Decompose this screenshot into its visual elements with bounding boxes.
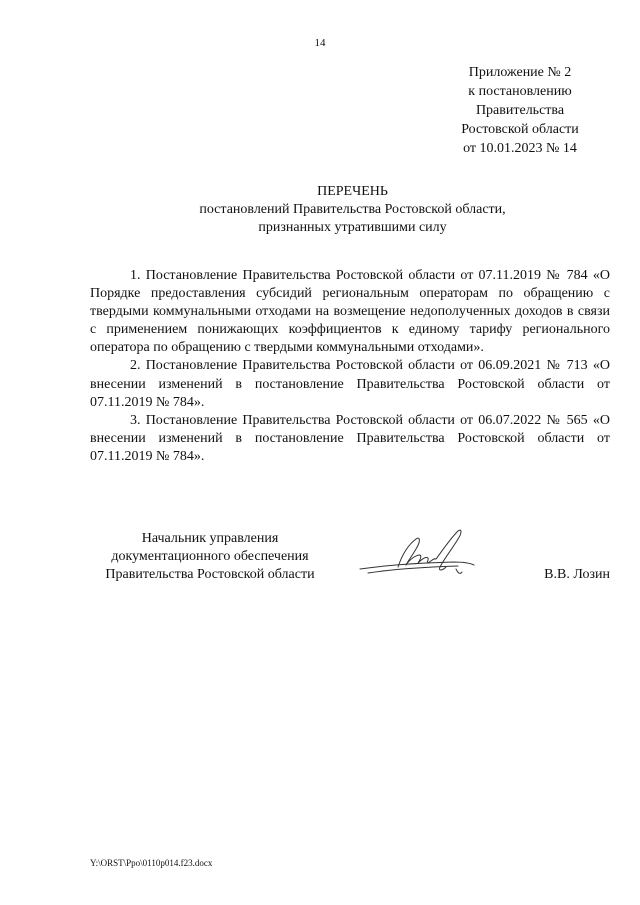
list-item: 1. Постановление Правительства Ростовской области от 07.11.2019 № 784 «О Порядке предоставления субсидий региональным операторам по обращению с твердыми коммунальными отходами на возмещение недополученных доходов в связи с применением понижающих коэффициентов к единому тарифу регионального оператора по обращению с твердыми коммунальными отходами». bbox=[90, 268, 610, 356]
position-line: документационного обеспечения bbox=[111, 549, 309, 564]
appendix-line: Ростовской области bbox=[461, 122, 579, 137]
list-of-resolutions bbox=[90, 267, 610, 466]
signatory-name: В.В. Лозин bbox=[544, 567, 610, 582]
signatory-position bbox=[90, 530, 330, 584]
document-title bbox=[0, 183, 640, 237]
title-line: признанных утратившими силу bbox=[258, 220, 447, 235]
appendix-line: от 10.01.2023 № 14 bbox=[463, 141, 577, 156]
appendix-line: Приложение № 2 bbox=[468, 65, 572, 80]
handwritten-signature bbox=[358, 525, 488, 585]
title-heading: ПЕРЕЧЕНЬ bbox=[317, 184, 388, 199]
list-item: 2. Постановление Правительства Ростовской области от 06.09.2021 № 713 «О внесении изменений в постановление Правительства Ростовской области от 07.11.2019 № 784». bbox=[90, 358, 610, 410]
list-item: 3. Постановление Правительства Ростовской области от 06.07.2022 № 565 «О внесении изменений в постановление Правительства Ростовской области от 07.11.2019 № 784». bbox=[90, 412, 610, 464]
file-path: Y:\ORST\Ppo\0110p014.f23.docx bbox=[90, 858, 213, 868]
title-line: постановлений Правительства Ростовской области, bbox=[199, 202, 506, 217]
signature-block bbox=[90, 530, 610, 590]
appendix-block bbox=[445, 63, 595, 158]
position-line: Правительства Ростовской области bbox=[105, 567, 315, 582]
appendix-line: к постановлению bbox=[468, 84, 572, 99]
appendix-line: Правительства bbox=[475, 103, 565, 118]
position-line: Начальник управления bbox=[141, 531, 279, 546]
page-number: 14 bbox=[314, 37, 326, 49]
